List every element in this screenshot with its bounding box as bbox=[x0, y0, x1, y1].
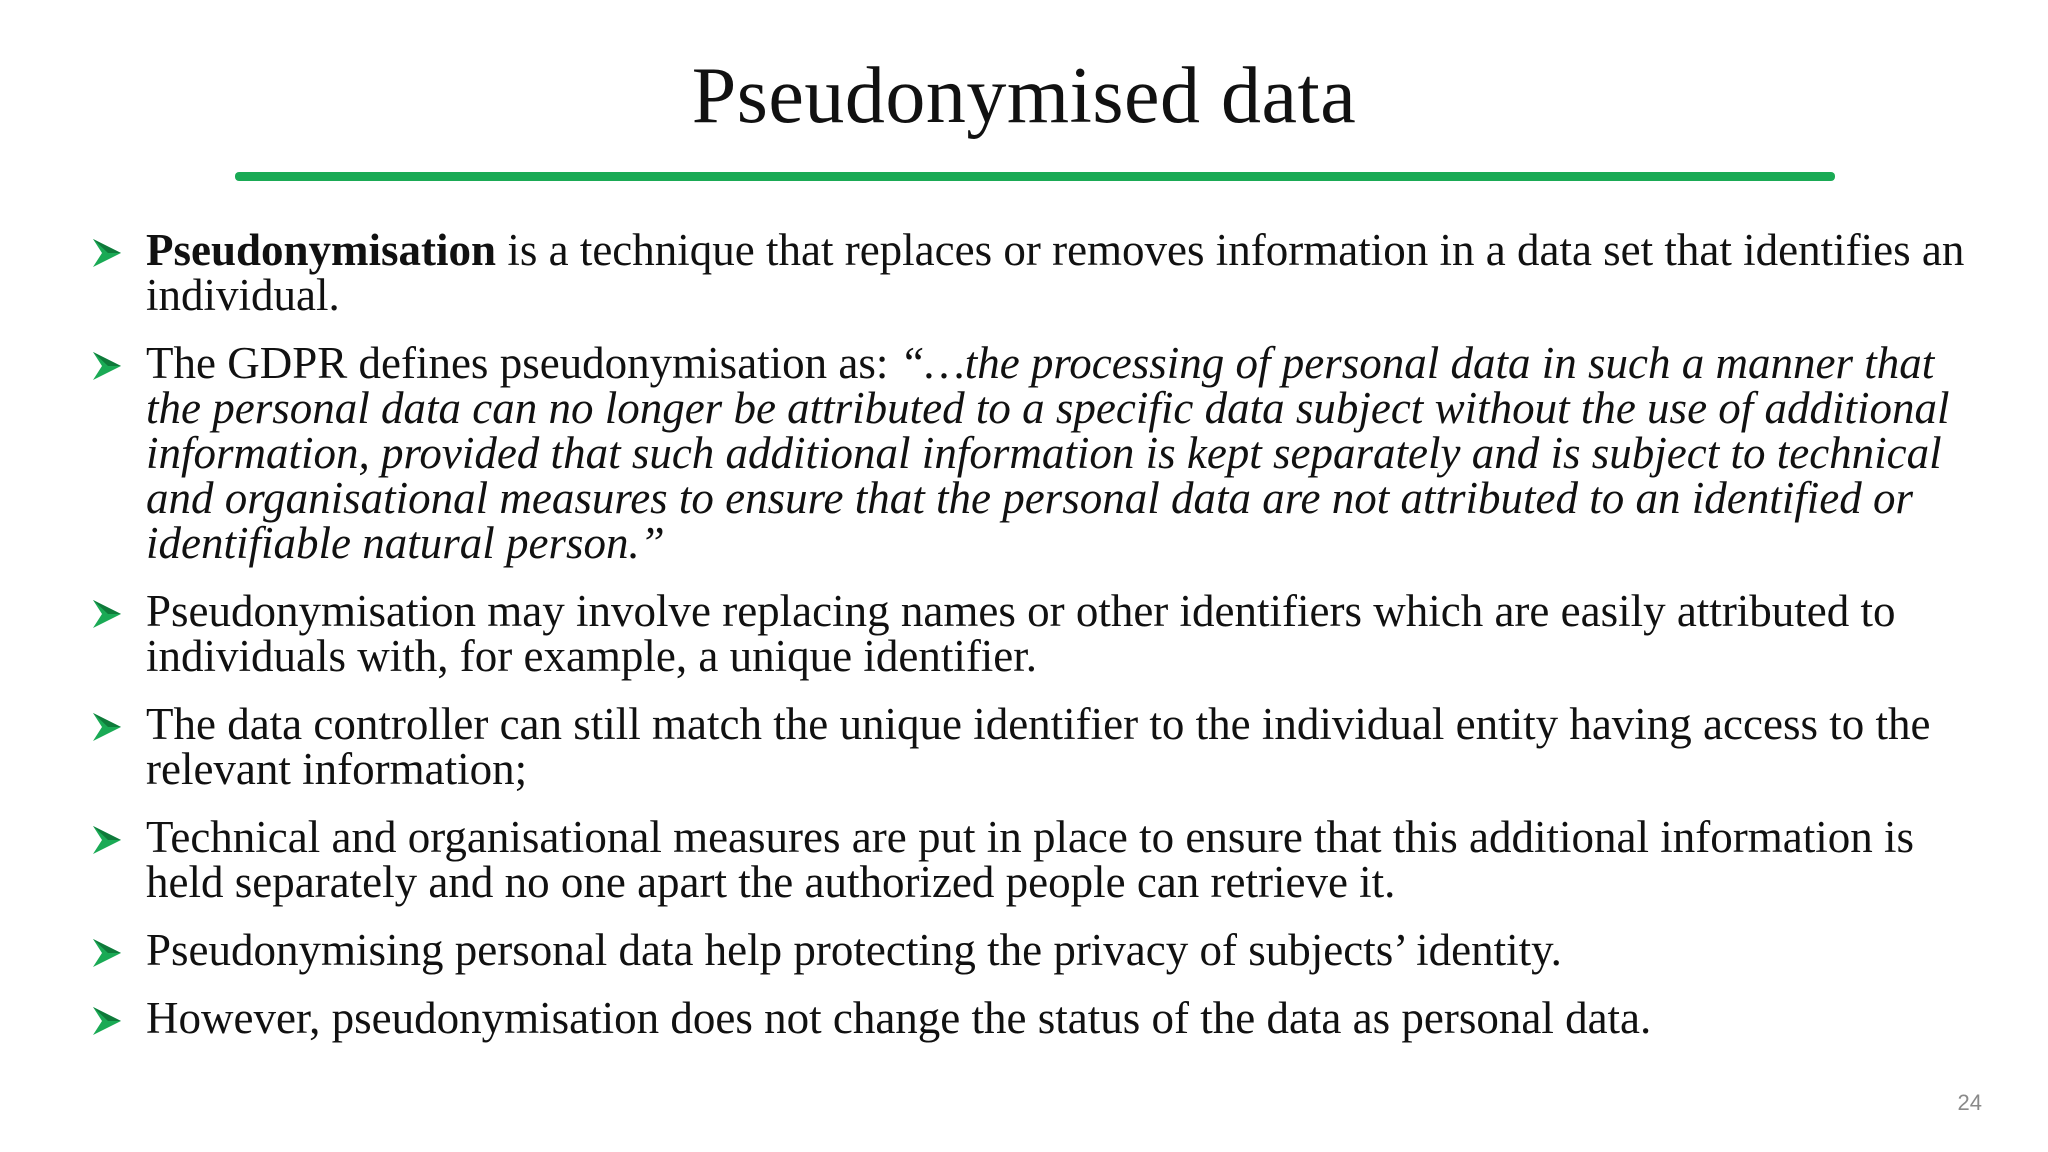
gdpr-definition-quote: “…the processing of personal data in such a manner that the personal data can no longer be attributed to a specific data subject without the use of additional information, provided that such additional information is kept separately and is subject to technical and organisational measures to ensure that the personal data are not attributed to an identified or identifiable natural person.” bbox=[146, 338, 1950, 568]
title-underline bbox=[235, 172, 1835, 181]
bullet-text: is a technique that replaces or removes information in a data set that identifies an individual. bbox=[146, 225, 1965, 320]
bullet-item bbox=[90, 993, 1990, 1043]
bullet-item bbox=[90, 586, 1990, 681]
bullet-item bbox=[90, 225, 1990, 320]
bullet-item bbox=[90, 925, 1990, 975]
arrowhead-bullet-icon bbox=[90, 996, 126, 1041]
arrowhead-bullet-icon bbox=[90, 341, 126, 386]
bullet-bold-term: Pseudonymisation bbox=[146, 225, 497, 275]
bullet-text: The data controller can still match the unique identifier to the individual entity having access to the relevant information; bbox=[146, 699, 1931, 794]
bullet-text: Pseudonymisation may involve replacing names or other identifiers which are easily attributed to individuals with, for example, a unique identifier. bbox=[146, 586, 1896, 681]
arrowhead-bullet-icon bbox=[90, 928, 126, 973]
bullet-text: Pseudonymising personal data help protecting the privacy of subjects’ identity. bbox=[146, 925, 1562, 975]
bullet-text: Technical and organisational measures are put in place to ensure that this additional information is held separately and no one apart the authorized people can retrieve it. bbox=[146, 812, 1914, 907]
page-number: 24 bbox=[1957, 1090, 1982, 1115]
slide-title: Pseudonymised data bbox=[691, 52, 1357, 140]
arrowhead-bullet-icon bbox=[90, 228, 126, 273]
bullet-item bbox=[90, 338, 1990, 568]
bullet-text: The GDPR defines pseudonymisation as: bbox=[146, 338, 900, 388]
arrowhead-bullet-icon bbox=[90, 589, 126, 634]
arrowhead-bullet-icon bbox=[90, 815, 126, 860]
bullet-item bbox=[90, 699, 1990, 794]
bullet-text: However, pseudonymisation does not change the status of the data as personal data. bbox=[146, 993, 1652, 1043]
arrowhead-bullet-icon bbox=[90, 702, 126, 747]
bullet-item bbox=[90, 812, 1990, 907]
bullet-list bbox=[90, 225, 1990, 1064]
